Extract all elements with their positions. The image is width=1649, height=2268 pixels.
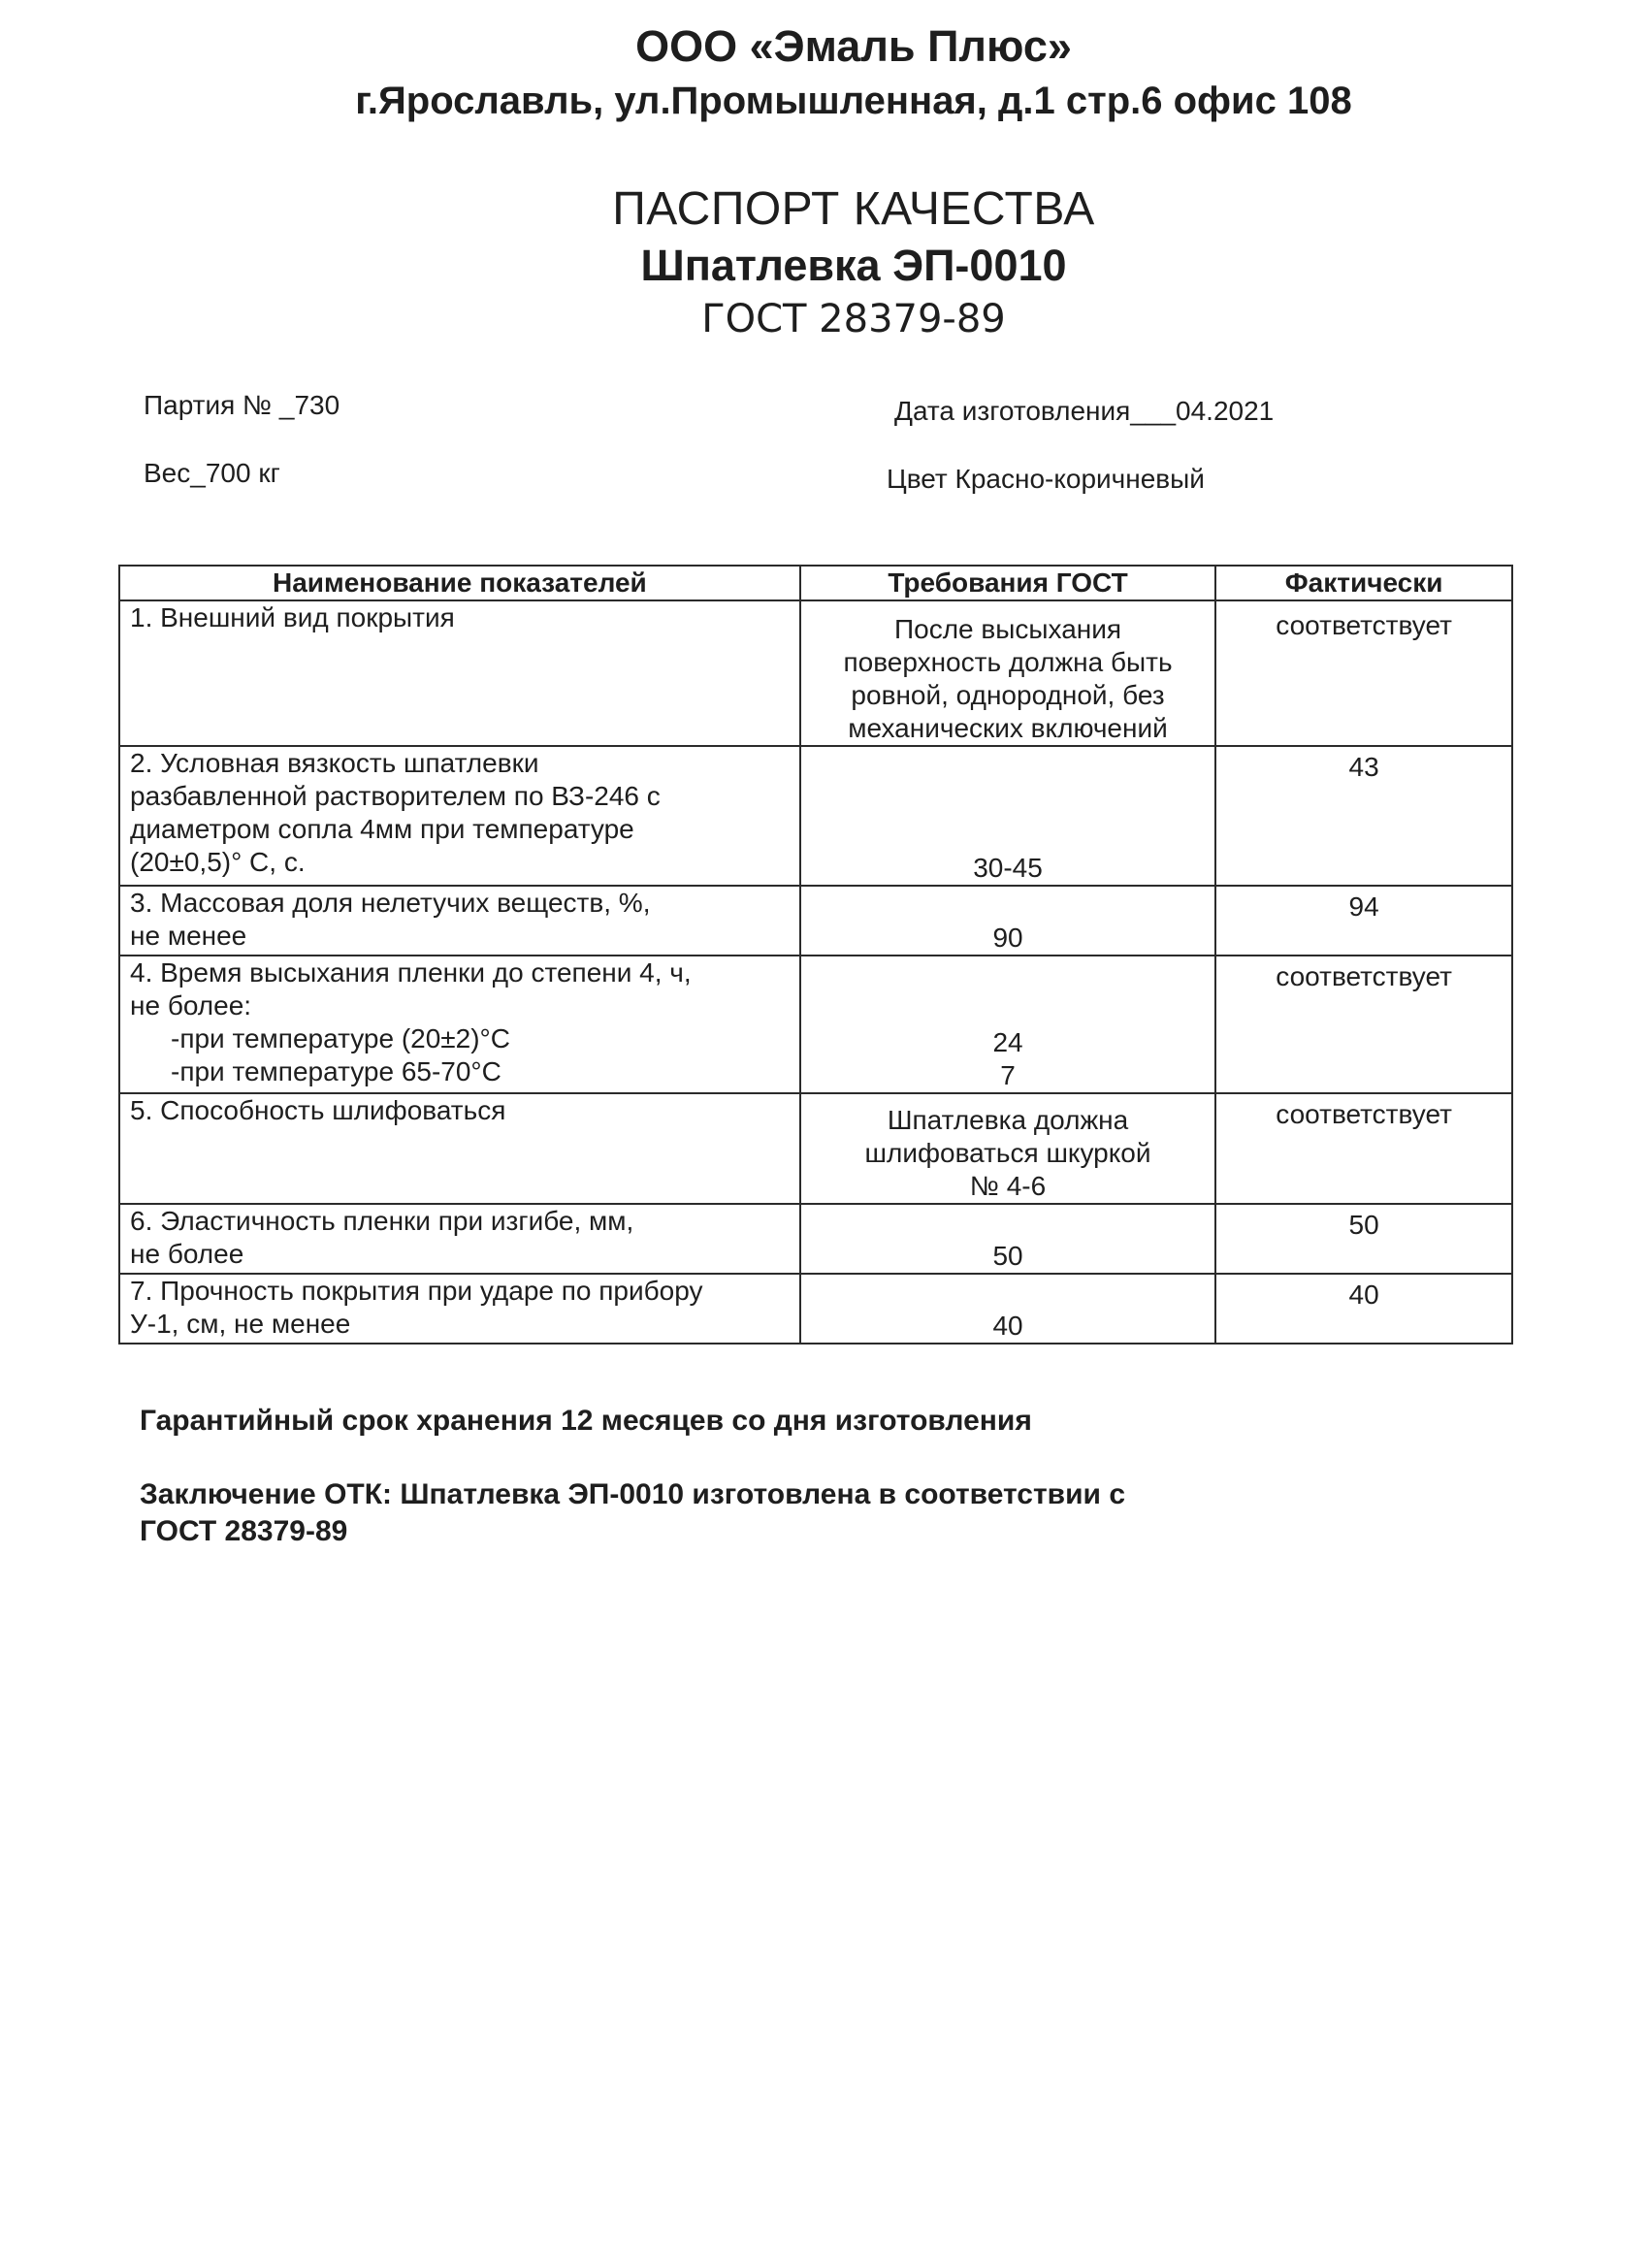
company-name: ООО «Эмаль Плюс» — [635, 21, 1072, 71]
manufacture-date: Дата изготовления___04.2021 — [894, 396, 1275, 426]
gost-requirement: 40 — [800, 1274, 1215, 1344]
actual-value: 40 — [1215, 1274, 1512, 1344]
gost-requirement: 24 7 — [800, 956, 1215, 1093]
qc-conclusion-line-1: Заключение ОТК: Шпатлевка ЭП-0010 изготовлена в соответствии с — [140, 1478, 1126, 1510]
weight: Вес_700 кг — [144, 458, 280, 488]
indicator-name: 7. Прочность покрытия при ударе по прибору У-1, см, не менее — [119, 1274, 800, 1344]
product-color: Цвет Красно-коричневый — [887, 464, 1205, 494]
table-row — [119, 1274, 1512, 1344]
indicator-name: 1. Внешний вид покрытия — [119, 600, 800, 746]
actual-value: 43 — [1215, 746, 1512, 886]
actual-value: соответствует — [1215, 956, 1512, 1093]
table-row — [119, 600, 1512, 746]
header-indicator-name: Наименование показателей — [119, 566, 800, 600]
indicator-name: 6. Эластичность пленки при изгибе, мм, не более — [119, 1204, 800, 1274]
company-address: г.Ярославль, ул.Промышленная, д.1 стр.6 офис 108 — [355, 80, 1352, 122]
qc-conclusion-line-2: ГОСТ 28379-89 — [140, 1515, 348, 1547]
batch-number: Партия № _730 — [144, 390, 340, 420]
table-header-row — [119, 566, 1512, 600]
gost-requirement: 50 — [800, 1204, 1215, 1274]
table-row — [119, 746, 1512, 886]
header-actual: Фактически — [1215, 566, 1512, 600]
actual-value: соответствует — [1215, 1093, 1512, 1204]
table-row — [119, 956, 1512, 1093]
indicator-name: 5. Способность шлифоваться — [119, 1093, 800, 1204]
quality-table — [118, 565, 1513, 1345]
actual-value: соответствует — [1215, 600, 1512, 746]
table-row — [119, 886, 1512, 956]
indicator-name: 3. Массовая доля нелетучих веществ, %, не менее — [119, 886, 800, 956]
table-row — [119, 1204, 1512, 1274]
document-title: ПАСПОРТ КАЧЕСТВА — [612, 183, 1095, 235]
table-row — [119, 1093, 1512, 1204]
gost-requirement: Шпатлевка должна шлифоваться шкуркой № 4-6 — [800, 1093, 1215, 1204]
header-gost-requirement: Требования ГОСТ — [800, 566, 1215, 600]
gost-requirement: После высыхания поверхность должна быть ровной, однородной, без механических включений — [800, 600, 1215, 746]
indicator-name: 2. Условная вязкость шпатлевки разбавленной растворителем по ВЗ-246 с диаметром сопла 4мм при температуре (20±0,5)° С, с. — [119, 746, 800, 886]
gost-requirement: 30-45 — [800, 746, 1215, 886]
qc-conclusion — [140, 1476, 1125, 1550]
actual-value: 50 — [1215, 1204, 1512, 1274]
indicator-name: 4. Время высыхания пленки до степени 4, ч, не более: -при температуре (20±2)°С -при температуре 65-70°С — [119, 956, 800, 1093]
gost-requirement: 90 — [800, 886, 1215, 956]
warranty-text: Гарантийный срок хранения 12 месяцев со дня изготовления — [140, 1405, 1032, 1437]
product-name: Шпатлевка ЭП-0010 — [640, 241, 1067, 290]
standard-number: ГОСТ 28379-89 — [701, 297, 1006, 341]
actual-value: 94 — [1215, 886, 1512, 956]
